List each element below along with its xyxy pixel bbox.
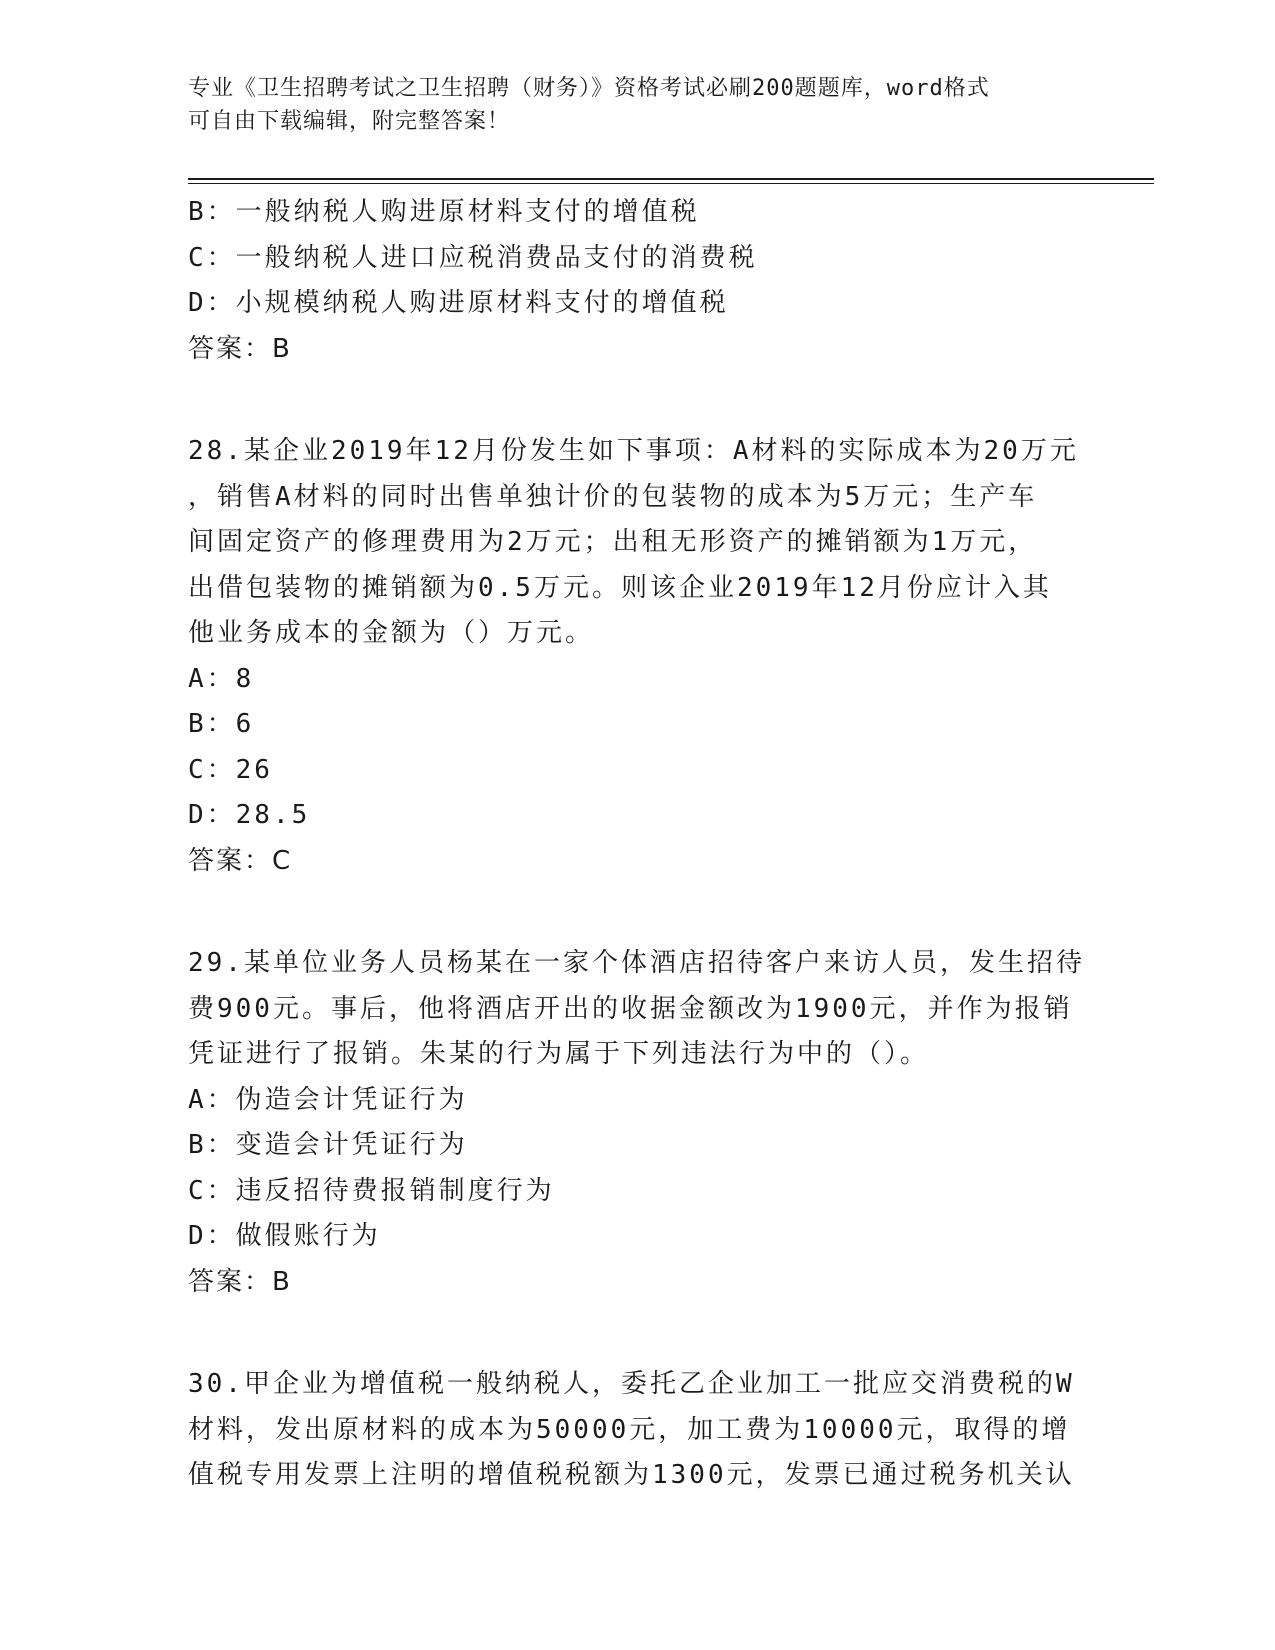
option-c: C：违反招待费报销制度行为 — [188, 1175, 555, 1206]
header-line-1: 专业《卫生招聘考试之卫生招聘（财务）》资格考试必刷200题题库，word格式 — [188, 76, 990, 101]
question-30 — [188, 1362, 1088, 1499]
answer-line: 答案：C — [188, 845, 293, 876]
question-stem-line: 凭证进行了报销。朱某的行为属于下列违法行为中的（）。 — [188, 1039, 930, 1069]
option-a: A：伪造会计凭证行为 — [188, 1084, 468, 1115]
question-stem-line: 值税专用发票上注明的增值税税额为1300元，发票已通过税务机关认 — [188, 1460, 1075, 1490]
option-a: A：8 — [188, 663, 255, 694]
question-stem-line: 30.甲企业为增值税一般纳税人，委托乙企业加工一批应交消费税的W — [188, 1369, 1075, 1399]
question-27 — [188, 190, 1088, 372]
question-stem-line: 费900元。事后，他将酒店开出的收据金额改为1900元，并作为报销 — [188, 993, 1073, 1024]
option-d: D：小规模纳税人购进原材料支付的增值税 — [188, 288, 729, 318]
option-c: C：26 — [188, 754, 273, 785]
question-stem-line: 他业务成本的金额为（）万元。 — [188, 618, 595, 648]
question-stem-line: 材料，发出原材料的成本为50000元，加工费为10000元，取得的增 — [188, 1414, 1071, 1445]
option-d: D：28.5 — [188, 800, 311, 830]
answer-line: 答案：B — [188, 333, 292, 364]
question-29 — [188, 941, 1088, 1305]
spacer — [188, 372, 1088, 429]
option-b: B：6 — [188, 709, 255, 739]
header-line-2: 可自由下载编辑，附完整答案！ — [188, 109, 511, 134]
option-d: D：做假账行为 — [188, 1221, 381, 1251]
option-b: B：一般纳税人购进原材料支付的增值税 — [188, 197, 700, 227]
question-stem-line: ，销售A材料的同时出售单独计价的包装物的成本为5万元；生产车 — [188, 481, 1038, 512]
question-stem-line: 出借包装物的摊销额为0.5万元。则该企业2019年12月份应计入其 — [188, 572, 1052, 603]
question-stem-line: 28.某企业2019年12月份发生如下事项：A材料的实际成本为20万元 — [188, 436, 1079, 466]
header-rule-thick — [188, 178, 1154, 180]
option-b: B：变造会计凭证行为 — [188, 1130, 468, 1160]
answer-line: 答案：B — [188, 1266, 292, 1297]
page-header — [188, 72, 1088, 138]
document-body — [188, 190, 1088, 1499]
spacer — [188, 1305, 1088, 1362]
header-rule-thin — [188, 183, 1154, 184]
question-stem-line: 29.某单位业务人员杨某在一家个体酒店招待客户来访人员，发生招待 — [188, 948, 1085, 978]
question-28 — [188, 429, 1088, 884]
spacer — [188, 884, 1088, 941]
question-stem-line: 间固定资产的修理费用为2万元；出租无形资产的摊销额为1万元， — [188, 527, 1038, 557]
option-c: C：一般纳税人进口应税消费品支付的消费税 — [188, 242, 758, 273]
